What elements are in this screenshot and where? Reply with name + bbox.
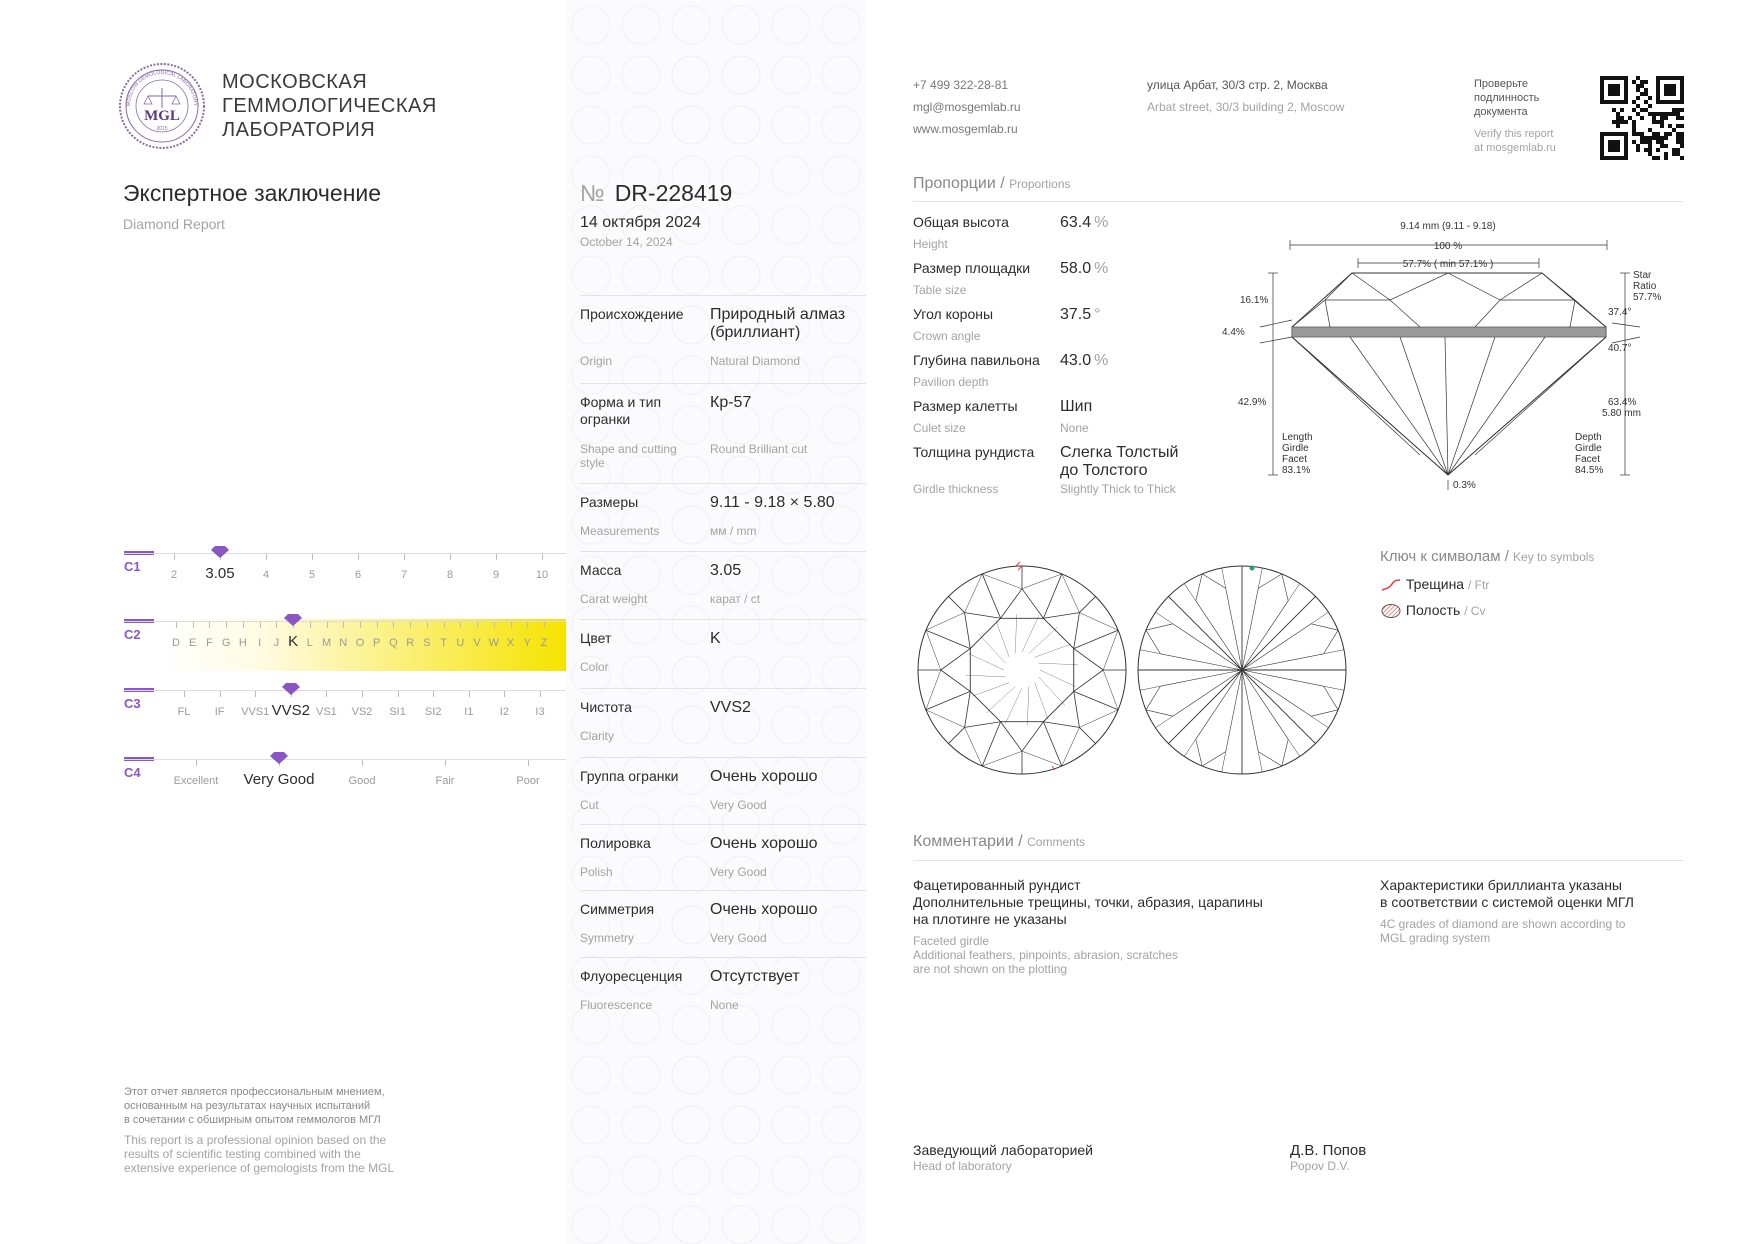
scale-tick-label: S bbox=[423, 637, 431, 649]
report-number-value: DR-228419 bbox=[614, 180, 733, 206]
verify-block bbox=[1474, 77, 1556, 155]
proportion-label: Глубина павильона bbox=[913, 352, 1040, 368]
scale-tick-label: M bbox=[321, 637, 332, 649]
scale-tick bbox=[477, 622, 478, 628]
proportion-value bbox=[1060, 444, 1190, 480]
profile-diagram bbox=[1222, 215, 1680, 495]
proportion-number: 37.5 bbox=[1060, 306, 1092, 323]
property-label: Форма и тип огранки bbox=[580, 394, 662, 427]
verify-ru-2: подлинность bbox=[1474, 92, 1540, 104]
disclaimer-ru-2: основанным на результатах научных испытаний bbox=[124, 1100, 371, 1112]
head-name-en: Popov D.V. bbox=[1290, 1159, 1350, 1173]
scale-tick-label: Fair bbox=[435, 775, 455, 787]
key-heading-ru: Ключ к символам / bbox=[1380, 548, 1509, 565]
scale-tick bbox=[260, 622, 261, 628]
proportion-label: Размер площадки bbox=[913, 260, 1031, 276]
scale-code: C4 bbox=[124, 765, 141, 780]
divider bbox=[913, 201, 1683, 202]
mgl-seal-logo bbox=[118, 62, 206, 150]
property-label: Группа огранки bbox=[580, 768, 679, 784]
lab-name bbox=[222, 70, 437, 142]
crown-angle-label: 37.4° bbox=[1608, 307, 1632, 318]
scale-tick-label: 3.05 bbox=[205, 565, 235, 582]
report-title-en: Diamond Report bbox=[123, 216, 225, 232]
lgf-2: Girdle bbox=[1282, 443, 1309, 454]
property-value: Очень хорошо bbox=[710, 768, 818, 785]
property-value-en: Very Good bbox=[710, 798, 767, 812]
culet-label: 0.3% bbox=[1453, 480, 1476, 491]
property-value: Кр-57 bbox=[710, 394, 752, 411]
proportion-label-en: Height bbox=[913, 237, 948, 251]
report-date-en: October 14, 2024 bbox=[580, 235, 673, 249]
contacts-block bbox=[913, 74, 1021, 140]
comment-en-3: are not shown on the plotting bbox=[913, 962, 1068, 976]
property-value-en: Very Good bbox=[710, 931, 767, 945]
scale-tick-label: 10 bbox=[535, 569, 549, 581]
scale-line bbox=[124, 553, 566, 554]
seal-abbr: MGL bbox=[144, 108, 180, 124]
proportion-value bbox=[1060, 260, 1190, 278]
scale-tick-label: P bbox=[373, 637, 381, 649]
property-label: Симметрия bbox=[580, 901, 655, 917]
head-role-en: Head of laboratory bbox=[913, 1159, 1012, 1173]
proportion-number: 43.0 bbox=[1060, 352, 1092, 369]
scale-tick bbox=[362, 691, 363, 697]
scale-marker-icon bbox=[282, 613, 304, 627]
scale-tick bbox=[427, 622, 428, 628]
scale-tick-label: T bbox=[440, 637, 447, 649]
property-label-en: Origin bbox=[580, 354, 613, 368]
lab-name-line1: МОСКОВСКАЯ bbox=[222, 71, 368, 93]
total-depth-label: 63.4% bbox=[1608, 397, 1637, 408]
comments-heading-ru: Комментарии / bbox=[913, 833, 1023, 850]
scale-tick bbox=[243, 622, 244, 628]
head-name-ru: Д.В. Попов bbox=[1290, 1142, 1367, 1159]
scale-tick-label: K bbox=[288, 633, 299, 650]
diameter-label: 9.14 mm (9.11 - 9.18) bbox=[1400, 221, 1496, 232]
seal-year: 2015 bbox=[156, 126, 168, 132]
scale-tick-label: H bbox=[238, 637, 247, 649]
cavity-symbol-icon bbox=[1380, 603, 1402, 619]
scale-tick bbox=[255, 691, 256, 697]
comment-right-en-2: MGL grading system bbox=[1380, 931, 1491, 945]
scale-tick-label: I1 bbox=[464, 706, 474, 718]
property-label-en: Polish bbox=[580, 865, 613, 879]
lgf-3: Facet bbox=[1282, 454, 1308, 465]
dgf-4: 84.5% bbox=[1575, 465, 1604, 476]
comments-heading-en: Comments bbox=[1027, 835, 1086, 849]
scale-line bbox=[124, 759, 566, 760]
scale-tick bbox=[276, 622, 277, 628]
scale-line bbox=[124, 690, 566, 691]
proportion-label-en: Culet size bbox=[913, 421, 966, 435]
report-title: Экспертное заключение bbox=[123, 180, 382, 206]
disclaimer-en-2: results of scientific testing combined with the bbox=[124, 1147, 361, 1161]
address-ru: улица Арбат, 30/3 стр. 2, Москва bbox=[1147, 78, 1328, 92]
address-en: Arbat street, 30/3 building 2, Moscow bbox=[1147, 100, 1345, 114]
property-label-en: Cut bbox=[580, 798, 599, 812]
comments-left bbox=[913, 877, 1263, 976]
dgf-3: Facet bbox=[1575, 454, 1601, 465]
comment-right-ru-2: в соответствии с системой оценки МГЛ bbox=[1380, 894, 1634, 910]
star-2: Ratio bbox=[1633, 281, 1657, 292]
comment-en-1: Faceted girdle bbox=[913, 934, 990, 948]
property-value-en: Very Good bbox=[710, 865, 767, 879]
proportion-label-en: Crown angle bbox=[913, 329, 981, 343]
table-100-label: 100 % bbox=[1433, 241, 1463, 252]
scale-tick-label: I bbox=[258, 637, 262, 649]
table-pct-label: 57.7% ( min 57.1% ) bbox=[1402, 259, 1494, 270]
scale-tick bbox=[226, 622, 227, 628]
scale-tick bbox=[433, 691, 434, 697]
scale-tick-label: VVS1 bbox=[241, 706, 270, 718]
scale-marker-icon bbox=[209, 545, 231, 559]
crown-height-label: 16.1% bbox=[1240, 295, 1269, 306]
feather-symbol-icon bbox=[1380, 578, 1402, 592]
property-label-en: Color bbox=[580, 660, 609, 674]
property-value: Отсутствует bbox=[710, 968, 800, 985]
proportion-value bbox=[1060, 398, 1190, 416]
scale-tick-label: V bbox=[473, 637, 481, 649]
proportion-value-en: None bbox=[1060, 421, 1089, 435]
feather-code: / Ftr bbox=[1467, 578, 1490, 592]
scale-line bbox=[124, 621, 566, 622]
feather-label: Трещина bbox=[1405, 576, 1465, 592]
scale-tick bbox=[398, 691, 399, 697]
comment-ru-1: Фацетированный рундист bbox=[913, 877, 1081, 893]
proportions-heading bbox=[913, 175, 1071, 193]
scale-tick bbox=[220, 691, 221, 697]
property-label: Полировка bbox=[580, 835, 651, 851]
scale-code: C2 bbox=[124, 627, 141, 642]
scale-tick bbox=[326, 691, 327, 697]
scale-marker-icon bbox=[280, 682, 302, 696]
cavity-label: Полость bbox=[1405, 602, 1461, 618]
qr-code[interactable] bbox=[1600, 76, 1684, 160]
property-label-en: Measurements bbox=[580, 524, 660, 538]
property-label-en: Clarity bbox=[580, 729, 615, 743]
property-value: Очень хорошо bbox=[710, 835, 818, 852]
scale-tick bbox=[362, 760, 363, 766]
scale-tick-label: Good bbox=[348, 775, 376, 787]
property-value: K bbox=[710, 630, 721, 647]
scale-tick bbox=[527, 622, 528, 628]
scale-tick bbox=[343, 622, 344, 628]
scale-tick-label: VS2 bbox=[351, 706, 373, 718]
scale-tick-label: F bbox=[206, 637, 213, 649]
address-block bbox=[1147, 74, 1344, 118]
cavity-code: / Cv bbox=[1464, 604, 1486, 618]
scale-tick bbox=[496, 554, 497, 560]
verify-en-2: at mosgemlab.ru bbox=[1474, 142, 1556, 154]
key-feather bbox=[1380, 576, 1489, 592]
proportion-label-en: Pavilion depth bbox=[913, 375, 989, 389]
number-sign: № bbox=[580, 180, 605, 206]
property-value-en: мм / mm bbox=[710, 524, 757, 538]
proportion-unit: % bbox=[1094, 214, 1109, 231]
property-value: VVS2 bbox=[710, 699, 751, 716]
scale-tick bbox=[540, 691, 541, 697]
property-value-en: Natural Diamond bbox=[710, 354, 801, 368]
scale-tick-label: 5 bbox=[308, 569, 316, 581]
pavilion-plot bbox=[1132, 560, 1352, 780]
comments-heading bbox=[913, 833, 1085, 851]
scale-tick-label: X bbox=[506, 637, 515, 649]
dgf-1: Depth bbox=[1575, 432, 1602, 443]
scale-tick-label: R bbox=[406, 637, 415, 649]
proportion-label: Толщина рундиста bbox=[913, 444, 1035, 460]
scale-tick-label: G bbox=[221, 637, 231, 649]
lab-name-line2: ГЕММОЛОГИЧЕСКАЯ bbox=[222, 95, 437, 117]
property-label: Цвет bbox=[580, 630, 612, 646]
lgf-4: 83.1% bbox=[1282, 465, 1311, 476]
proportion-label: Угол короны bbox=[913, 306, 994, 322]
scale-tick bbox=[404, 554, 405, 560]
comments-right bbox=[1380, 877, 1634, 945]
scale-code: C1 bbox=[124, 559, 141, 574]
property-label: Чистота bbox=[580, 699, 632, 715]
scale-tick bbox=[494, 622, 495, 628]
property-row bbox=[580, 757, 866, 812]
disclaimer-ru-1: Этот отчет является профессиональным мнением, bbox=[124, 1086, 385, 1098]
scale-tick bbox=[544, 622, 545, 628]
signature-name bbox=[1290, 1142, 1366, 1173]
scale-tick-label: J bbox=[273, 637, 280, 649]
scale-tick bbox=[444, 622, 445, 628]
pavilion-label: 42.9% bbox=[1238, 397, 1267, 408]
scale-marker-icon bbox=[268, 751, 290, 765]
scale-tick bbox=[312, 554, 313, 560]
scale-tick-label: Poor bbox=[516, 775, 540, 787]
scale-c4 bbox=[124, 757, 566, 809]
scale-tick bbox=[528, 760, 529, 766]
scale-tick-label: Y bbox=[523, 637, 531, 649]
comment-right-en-1: 4C grades of diamond are shown according to bbox=[1380, 917, 1626, 931]
scale-tick-label: I2 bbox=[499, 706, 509, 718]
scale-tick bbox=[310, 622, 311, 628]
scale-tick bbox=[377, 622, 378, 628]
scale-tick bbox=[504, 691, 505, 697]
scale-tick-label: O bbox=[355, 637, 365, 649]
proportion-number: Шип bbox=[1060, 398, 1093, 415]
scale-tick bbox=[184, 691, 185, 697]
scale-tick bbox=[193, 622, 194, 628]
scale-tick-label: 6 bbox=[354, 569, 362, 581]
proportion-label-en: Girdle thickness bbox=[913, 482, 999, 496]
property-row bbox=[580, 890, 866, 945]
proportion-unit: ° bbox=[1094, 306, 1101, 323]
scale-tick-label: 9 bbox=[492, 569, 500, 581]
scale-tick-label: SI1 bbox=[389, 706, 406, 718]
verify-ru-1: Проверьте bbox=[1474, 78, 1529, 90]
property-label: Флуоресценция bbox=[580, 968, 683, 984]
proportion-number: Слегка Толстый до Толстого bbox=[1060, 444, 1179, 479]
star-1: Star bbox=[1633, 270, 1652, 281]
scale-tick-label: I3 bbox=[535, 706, 545, 718]
property-row bbox=[580, 688, 866, 743]
property-label-en: Fluorescence bbox=[580, 998, 653, 1012]
proportion-value bbox=[1060, 306, 1190, 324]
scale-tick bbox=[469, 691, 470, 697]
email-link[interactable]: mgl@mosgemlab.ru bbox=[913, 100, 1021, 114]
proportion-unit: % bbox=[1094, 352, 1109, 369]
dgf-2: Girdle bbox=[1575, 443, 1602, 454]
scale-tick-label: E bbox=[189, 637, 197, 649]
scale-tick bbox=[360, 622, 361, 628]
scale-tick-label: D bbox=[172, 637, 180, 649]
crown-plot bbox=[912, 560, 1132, 780]
proportion-unit: % bbox=[1094, 260, 1109, 277]
scale-tick-label: FL bbox=[177, 706, 191, 718]
scale-tick-label: 4 bbox=[262, 569, 270, 581]
proportions-heading-en: Proportions bbox=[1009, 177, 1071, 191]
scale-tick bbox=[196, 760, 197, 766]
scale-tick-label: U bbox=[456, 637, 465, 649]
scale-tick bbox=[209, 622, 210, 628]
disclaimer bbox=[124, 1085, 394, 1175]
proportion-label: Общая высота bbox=[913, 214, 1009, 230]
scale-tick bbox=[511, 622, 512, 628]
proportion-label: Размер калетты bbox=[913, 398, 1018, 414]
proportion-value bbox=[1060, 352, 1190, 370]
website-link[interactable]: www.mosgemlab.ru bbox=[913, 122, 1018, 136]
scale-tick bbox=[542, 554, 543, 560]
scale-tick bbox=[174, 554, 175, 560]
verify-ru-3: документа bbox=[1474, 106, 1528, 118]
disclaimer-ru-3: в сочетании с обширным опытом геммологов МГЛ bbox=[124, 1114, 381, 1126]
property-value-en: None bbox=[710, 998, 739, 1012]
proportion-value-en: Slightly Thick to Thick bbox=[1060, 482, 1176, 496]
scale-tick-label: N bbox=[339, 637, 348, 649]
scale-tick bbox=[266, 554, 267, 560]
property-label: Происхождение bbox=[580, 306, 684, 322]
scale-c3 bbox=[124, 688, 566, 740]
scale-tick-label: 8 bbox=[446, 569, 454, 581]
property-row bbox=[580, 957, 866, 1012]
scale-tick bbox=[460, 622, 461, 628]
proportion-value bbox=[1060, 214, 1190, 232]
scale-tick bbox=[450, 554, 451, 560]
scale-tick-label: 7 bbox=[400, 569, 408, 581]
lab-name-line3: ЛАБОРАТОРИЯ bbox=[222, 119, 376, 141]
verify-en-1: Verify this report bbox=[1474, 128, 1554, 140]
property-value-en: карат / ct bbox=[710, 592, 761, 606]
disclaimer-en-1: This report is a professional opinion based on the bbox=[124, 1133, 387, 1147]
property-row bbox=[580, 295, 866, 368]
head-role-ru: Заведующий лабораторией bbox=[913, 1142, 1093, 1158]
scale-tick-label: SI2 bbox=[424, 706, 442, 718]
scale-tick-label: L bbox=[306, 637, 313, 649]
scale-tick bbox=[410, 622, 411, 628]
scale-tick-label: W bbox=[488, 637, 500, 649]
girdle-label: 4.4% bbox=[1222, 327, 1245, 338]
depth-mm-label: 5.80 mm bbox=[1602, 408, 1641, 419]
phone[interactable]: +7 499 322-28-81 bbox=[913, 78, 1009, 92]
scale-tick-label: VVS2 bbox=[271, 702, 310, 719]
report-number bbox=[580, 180, 732, 207]
signature-role bbox=[913, 1142, 1093, 1173]
property-label: Масса bbox=[580, 562, 622, 578]
property-label-en: Carat weight bbox=[580, 592, 648, 606]
scale-tick bbox=[445, 760, 446, 766]
property-row bbox=[580, 383, 866, 470]
seal-text: MOSCOW GEMOLOGICAL LABORATORY bbox=[125, 69, 199, 107]
property-row bbox=[580, 483, 866, 538]
divider bbox=[913, 860, 1683, 861]
scale-tick bbox=[327, 622, 328, 628]
scale-tick-label: VS1 bbox=[315, 706, 337, 718]
proportion-number: 63.4 bbox=[1060, 214, 1092, 231]
proportion-number: 58.0 bbox=[1060, 260, 1092, 277]
disclaimer-en-3: extensive experience of gemologists from the MGL bbox=[124, 1161, 395, 1175]
property-label-en: Symmetry bbox=[580, 931, 634, 945]
property-value: 9.11 - 9.18 × 5.80 bbox=[710, 494, 835, 511]
proportions-heading-ru: Пропорции / bbox=[913, 175, 1005, 192]
star-3: 57.7% bbox=[1633, 292, 1662, 303]
scale-c1 bbox=[124, 551, 566, 603]
property-value: 3.05 bbox=[710, 562, 742, 579]
property-value: Очень хорошо bbox=[710, 901, 818, 918]
property-label: Размеры bbox=[580, 494, 639, 510]
property-row bbox=[580, 824, 866, 879]
key-heading bbox=[1380, 548, 1594, 565]
proportion-label-en: Table size bbox=[913, 283, 967, 297]
pavilion-angle-label: 40.7° bbox=[1608, 343, 1632, 354]
key-heading-en: Key to symbols bbox=[1513, 550, 1595, 564]
property-label-en: Shape and cutting style bbox=[580, 442, 677, 470]
property-value: Природный алмаз (бриллиант) bbox=[710, 306, 846, 341]
scale-tick-label: IF bbox=[214, 706, 225, 718]
comment-right-ru-1: Характеристики бриллианта указаны bbox=[1380, 877, 1622, 893]
scale-tick-label: Z bbox=[540, 637, 548, 649]
comment-en-2: Additional feathers, pinpoints, abrasion, scratches bbox=[913, 948, 1178, 962]
scale-tick-label: 2 bbox=[170, 569, 178, 581]
report-date: 14 октября 2024 bbox=[580, 214, 701, 231]
scale-tick-label: Q bbox=[389, 637, 398, 649]
comment-ru-3: на плотинге не указаны bbox=[913, 911, 1067, 927]
property-row bbox=[580, 551, 866, 606]
scale-code: C3 bbox=[124, 696, 141, 711]
comment-ru-2: Дополнительные трещины, точки, абразия, царапины bbox=[913, 894, 1263, 910]
scale-c2 bbox=[124, 619, 566, 671]
property-value-en: Round Brilliant cut bbox=[710, 442, 808, 456]
scale-tick bbox=[176, 622, 177, 628]
key-cavity bbox=[1380, 602, 1485, 619]
scale-tick bbox=[358, 554, 359, 560]
property-row bbox=[580, 619, 866, 674]
scale-tick bbox=[393, 622, 394, 628]
scale-tick-label: Excellent bbox=[173, 775, 219, 787]
scale-tick-label: Very Good bbox=[243, 771, 315, 788]
lgf-1: Length bbox=[1282, 432, 1313, 443]
